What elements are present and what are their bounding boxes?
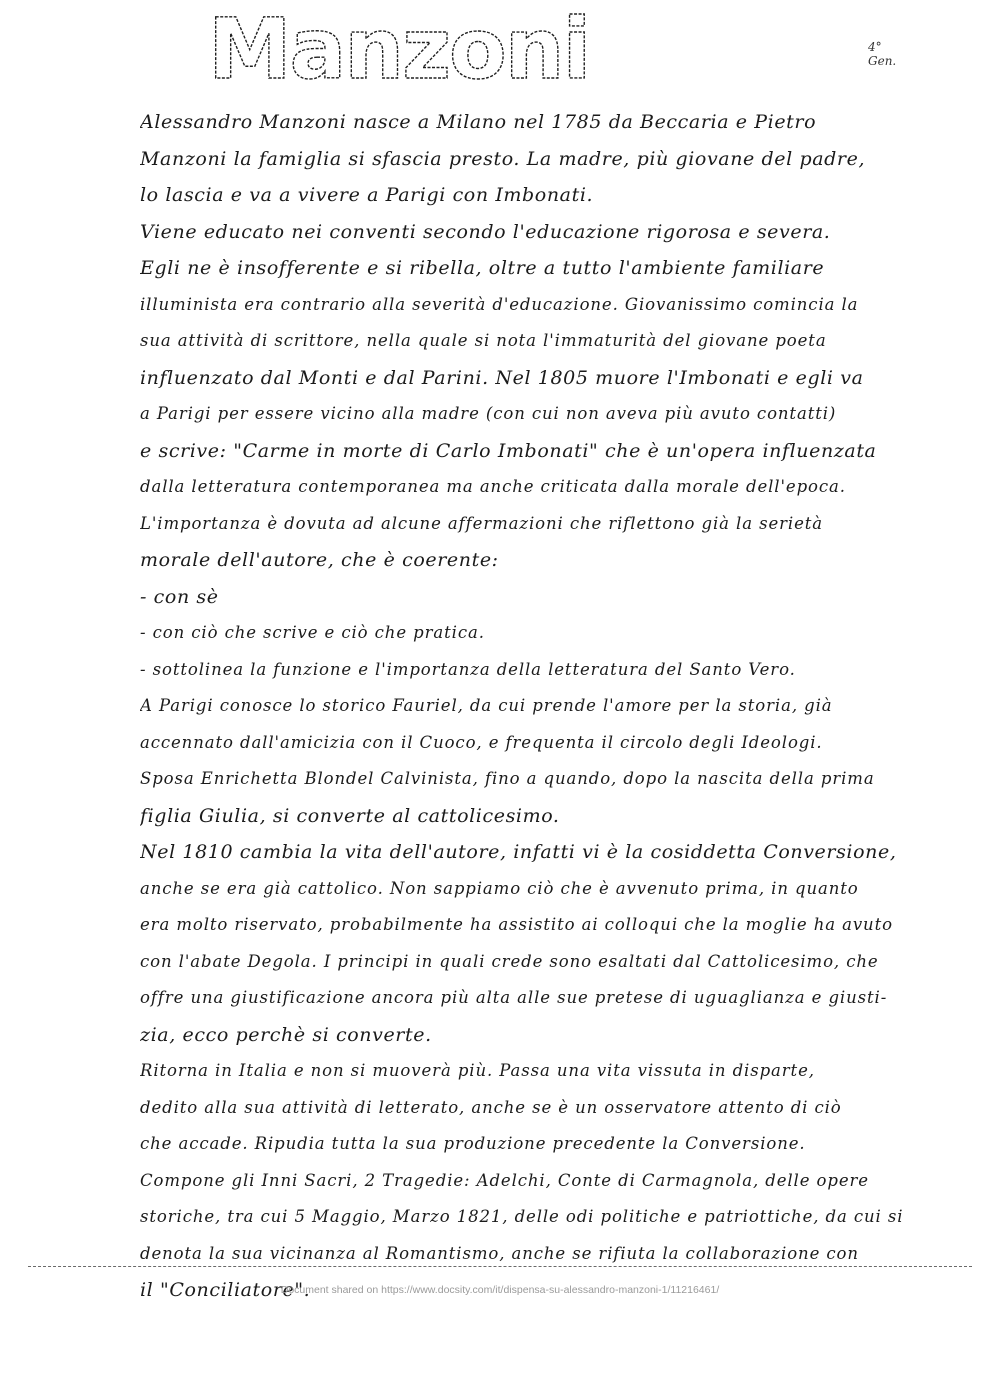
text-line: zia, ecco perchè si converte. bbox=[140, 1023, 432, 1046]
text-line: Ritorna in Italia e non si muoverà più. Passa una vita vissuta in disparte, bbox=[140, 1061, 815, 1080]
text-line: influenzato dal Monti e dal Parini. Nel 1805 muore l'Imbonati e egli va bbox=[140, 366, 864, 389]
text-line: accennato dall'amicizia con il Cuoco, e frequenta il circolo degli Ideologi. bbox=[140, 732, 823, 752]
text-line: Manzoni la famiglia si sfascia presto. La madre, più giovane del padre, bbox=[140, 147, 866, 170]
text-line: storiche, tra cui 5 Maggio, Marzo 1821, delle odi politiche e patriottiche, da cui si bbox=[140, 1207, 904, 1226]
text-line: e scrive: "Carme in morte di Carlo Imbonati" che è un'opera influenzata bbox=[140, 439, 877, 462]
text-line: era molto riservato, probabilmente ha assistito ai colloqui che la moglie ha avuto bbox=[140, 915, 893, 934]
text-line: illuminista era contrario alla severità d'educazione. Giovanissimo comincia la bbox=[140, 294, 859, 314]
title-block bbox=[200, 0, 897, 90]
text-line: dedito alla sua attività di letterato, anche se è un osservatore attento di ciò bbox=[140, 1097, 842, 1117]
text-line: dalla letteratura contemporanea ma anche criticata dalla morale dell'epoca. bbox=[140, 477, 846, 496]
handwritten-body bbox=[140, 104, 940, 1309]
text-line: che accade. Ripudia tutta la sua produzione precedente la Conversione. bbox=[140, 1134, 806, 1153]
text-line: Egli ne è insofferente e si ribella, oltre a tutto l'ambiente familiare bbox=[140, 257, 825, 279]
text-line: sua attività di scrittore, nella quale si nota l'immaturità del giovane poeta bbox=[140, 331, 827, 350]
text-line: Alessandro Manzoni nasce a Milano nel 1785 da Beccaria e Pietro bbox=[140, 111, 817, 133]
text-line: a Parigi per essere vicino alla madre (con cui non aveva più avuto contatti) bbox=[140, 404, 837, 423]
text-line: figlia Giulia, si converte al cattolicesimo. bbox=[140, 804, 560, 827]
text-line: A Parigi conosce lo storico Fauriel, da cui prende l'amore per la storia, già bbox=[140, 696, 833, 715]
text-line: - sottolinea la funzione e l'importanza della letteratura del Santo Vero. bbox=[140, 659, 796, 679]
title-note: 4° Gen. bbox=[868, 40, 897, 68]
text-line: Nel 1810 cambia la vita dell'autore, infatti vi è la cosiddetta Conversione, bbox=[140, 841, 897, 863]
text-line: il "Conciliatore". bbox=[140, 1279, 311, 1301]
text-line: denota la sua vicinanza al Romantismo, anche se rifiuta la collaborazione con bbox=[140, 1243, 859, 1263]
text-line: anche se era già cattolico. Non sappiamo ciò che è avvenuto prima, in quanto bbox=[140, 878, 859, 898]
text-line: Sposa Enrichetta Blondel Calvinista, fino a quando, dopo la nascita della prima bbox=[140, 769, 875, 788]
page-divider bbox=[28, 1266, 972, 1267]
text-line: L'importanza è dovuta ad alcune affermazioni che riflettono già la serietà bbox=[140, 513, 824, 533]
text-line: - con sè bbox=[140, 585, 219, 608]
title-outline-lettering bbox=[200, 0, 720, 90]
text-line: Viene educato nei conventi secondo l'educazione rigorosa e severa. bbox=[140, 220, 831, 243]
text-line: morale dell'autore, che è coerente: bbox=[140, 549, 499, 571]
footer-source-note: Document shared on https://www.docsity.com/it/dispensa-su-alessandro-manzoni-1/11216461/ bbox=[280, 1284, 720, 1296]
text-line: lo lascia e va a vivere a Parigi con Imbonati. bbox=[140, 184, 594, 206]
text-line: con l'abate Degola. I principi in quali crede sono esaltati dal Cattolicesimo, che bbox=[140, 951, 879, 971]
text-line: - con ciò che scrive e ciò che pratica. bbox=[140, 623, 485, 642]
page-title: Manzoni bbox=[208, 0, 590, 90]
text-line: offre una giustificazione ancora più alta alle sue pretese di uguaglianza e giusti- bbox=[140, 988, 888, 1007]
text-line: Compone gli Inni Sacri, 2 Tragedie: Adelchi, Conte di Carmagnola, delle opere bbox=[140, 1170, 869, 1190]
